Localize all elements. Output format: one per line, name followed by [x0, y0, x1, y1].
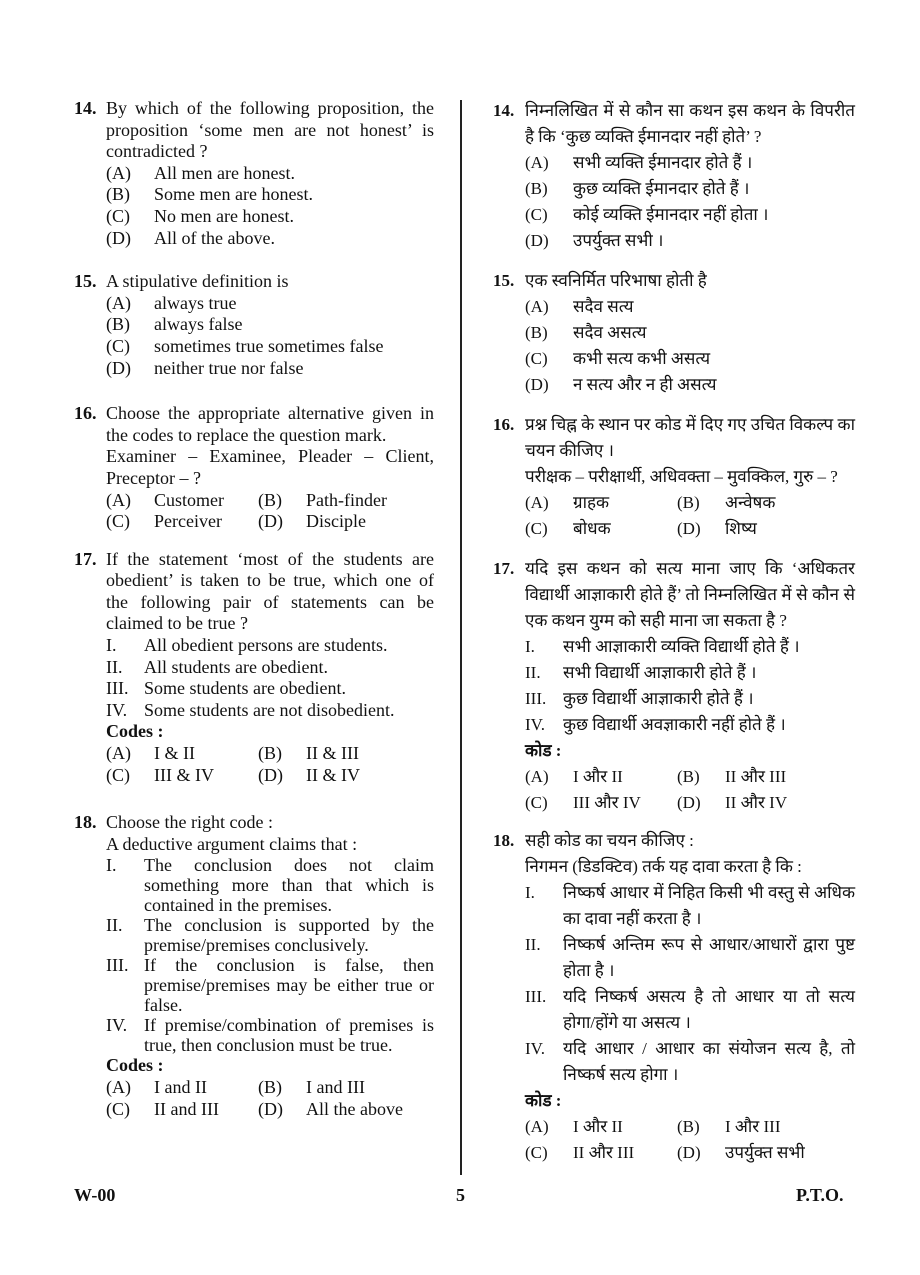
statement-label: II.	[106, 915, 123, 936]
question-lead: A deductive argument claims that :	[106, 833, 358, 854]
hindi-column	[493, 98, 855, 1184]
option-label: (C)	[106, 335, 130, 356]
column-divider	[460, 100, 462, 1175]
option-label: (D)	[677, 793, 701, 812]
question-number: 14.	[493, 101, 515, 120]
statement	[525, 1036, 855, 1088]
option-text: न सत्य और न ही असत्य	[573, 375, 717, 394]
question-number: 15.	[493, 271, 515, 290]
option	[525, 372, 855, 398]
option	[258, 1077, 434, 1099]
question-analogy: परीक्षक – परीक्षार्थी, अधिवक्ता – मुवक्किल, गुरु – ?	[525, 467, 838, 486]
option-text: sometimes true sometimes false	[154, 335, 384, 356]
option-label: (A)	[106, 292, 131, 313]
option-label: (C)	[525, 349, 548, 368]
option-label: (B)	[677, 1117, 700, 1136]
option	[677, 1114, 855, 1140]
option-text: neither true nor false	[154, 357, 304, 378]
question-16-hi	[493, 412, 855, 542]
statement-label: III.	[525, 689, 547, 708]
option-text: I and III	[306, 1077, 365, 1097]
option	[525, 202, 855, 228]
question-stem: यदि इस कथन को सत्य माना जाए कि ‘अधिकतर विद्यार्थी आज्ञाकारी होते हैं’ तो निम्नलिखित में से कौन से एक कथन युग्म को सही माना जा सकता है ?	[525, 559, 855, 630]
option-text: I और II	[573, 1117, 623, 1136]
statement-label: I.	[525, 883, 535, 902]
page-number: 5	[456, 1185, 465, 1205]
option	[106, 490, 258, 512]
option-text: II and III	[154, 1098, 219, 1119]
options-grid	[525, 764, 855, 816]
option	[106, 743, 258, 765]
statement-label: I.	[525, 637, 535, 656]
option	[106, 228, 434, 250]
question-number: 18.	[493, 831, 515, 850]
option-text: ग्राहक	[573, 493, 610, 512]
statement-label: II.	[525, 935, 541, 954]
option-text: Some men are honest.	[154, 184, 313, 205]
statement-label: IV.	[106, 699, 128, 720]
statement	[525, 932, 855, 984]
question-18-en	[74, 812, 434, 1120]
statement-label: III.	[106, 955, 129, 976]
question-stem: सही कोड का चयन कीजिए :	[525, 831, 694, 850]
question-stem: If the statement ‘most of the students are obedient’ is taken to be true, which one of the following pair of statements can be claimed to be true ?	[106, 548, 434, 634]
option	[258, 1099, 434, 1121]
option	[258, 743, 434, 765]
question-number: 14.	[74, 98, 97, 118]
option	[525, 764, 677, 790]
question-number: 16.	[493, 415, 515, 434]
statement	[106, 955, 434, 1015]
pto-label: P.T.O.	[796, 1185, 844, 1205]
option-label: (D)	[677, 1143, 701, 1162]
option-text: II और III	[725, 767, 787, 786]
option-label: (B)	[677, 493, 700, 512]
option	[525, 1140, 677, 1166]
paper-code: W-00	[74, 1185, 116, 1205]
statement-label: II.	[525, 663, 541, 682]
option-text: II & IV	[306, 764, 360, 785]
option-text: Perceiver	[154, 511, 222, 532]
statement-text: निष्कर्ष आधार में निहित किसी भी वस्तु से अधिक का दावा नहीं करता है ।	[563, 883, 855, 928]
option-label: (C)	[525, 205, 548, 224]
option-label: (D)	[525, 231, 549, 250]
option-label: (D)	[106, 357, 131, 378]
option-text: always false	[154, 314, 243, 335]
option-text: All of the above.	[154, 227, 275, 248]
option-text: All the above	[306, 1098, 403, 1119]
option-label: (A)	[106, 162, 131, 183]
option	[106, 336, 434, 358]
option-text: Disciple	[306, 511, 366, 532]
statement-label: I.	[106, 635, 117, 656]
statement	[525, 686, 855, 712]
statement-text: Some students are obedient.	[144, 678, 346, 699]
option	[106, 765, 258, 787]
option-label: (D)	[525, 375, 549, 394]
option	[677, 490, 855, 516]
statement	[525, 660, 855, 686]
option-text: III और IV	[573, 793, 641, 812]
question-15-en	[74, 271, 434, 379]
options-grid	[106, 1077, 434, 1120]
option-label: (A)	[525, 297, 549, 316]
statement	[106, 678, 434, 700]
option-label: (A)	[106, 489, 131, 510]
option-text: शिष्य	[725, 519, 757, 538]
option-text: I और III	[725, 1117, 781, 1136]
statement-label: III.	[106, 678, 129, 699]
option-text: II और IV	[725, 793, 788, 812]
statement	[525, 984, 855, 1036]
option	[106, 184, 434, 206]
option-label: (C)	[106, 1098, 130, 1119]
option-label: (D)	[258, 764, 283, 785]
option	[258, 490, 434, 512]
option	[525, 346, 855, 372]
option	[258, 511, 434, 533]
option-text: कुछ व्यक्ति ईमानदार होते हैं ।	[573, 179, 750, 198]
option-text: सदैव सत्य	[573, 297, 634, 316]
option-text: अन्वेषक	[725, 493, 776, 512]
option-text: कभी सत्य कभी असत्य	[573, 349, 711, 368]
option	[106, 206, 434, 228]
statement-text: निष्कर्ष अन्तिम रूप से आधार/आधारों द्वारा पुष्ट होता है ।	[563, 935, 855, 980]
option-label: (B)	[258, 1077, 282, 1097]
option-text: Customer	[154, 489, 224, 510]
statement-label: IV.	[525, 715, 545, 734]
statement-text: सभी आज्ञाकारी व्यक्ति विद्यार्थी होते हैं ।	[563, 637, 800, 656]
option-label: (D)	[677, 519, 701, 538]
codes-heading: कोड :	[525, 1091, 562, 1110]
option-label: (A)	[525, 493, 549, 512]
statement-text: सभी विद्यार्थी आज्ञाकारी होते हैं ।	[563, 663, 757, 682]
option	[525, 790, 677, 816]
option	[525, 294, 855, 320]
option-text: II & III	[306, 743, 359, 764]
question-stem: A stipulative definition is	[106, 271, 289, 292]
option-label: (A)	[525, 1117, 549, 1136]
question-stem: निम्नलिखित में से कौन सा कथन इस कथन के विपरीत है कि ‘कुछ व्यक्ति ईमानदार नहीं होते’ ?	[525, 101, 855, 146]
option-text: I और II	[573, 767, 623, 786]
option	[677, 790, 855, 816]
question-number: 18.	[74, 812, 97, 833]
statement-text: If premise/combination of premises is true, then conclusion must be true.	[144, 1015, 434, 1056]
options-grid	[106, 743, 434, 786]
question-15-hi	[493, 268, 855, 398]
option-label: (A)	[106, 1077, 131, 1097]
statement-label: II.	[106, 656, 123, 677]
option	[525, 176, 855, 202]
option-label: (A)	[525, 153, 549, 172]
option	[525, 516, 677, 542]
option	[106, 163, 434, 185]
option-text: सदैव असत्य	[573, 323, 647, 342]
option	[106, 314, 434, 336]
option-label: (B)	[106, 184, 130, 205]
option-text: I & II	[154, 743, 195, 764]
option-label: (B)	[258, 489, 282, 510]
question-17-hi	[493, 556, 855, 816]
statement-text: यदि निष्कर्ष असत्य है तो आधार या तो सत्य होगा/होंगे या असत्य ।	[563, 987, 855, 1032]
options-grid	[106, 490, 434, 533]
question-number: 17.	[74, 548, 97, 569]
statement	[525, 880, 855, 932]
statement-text: All students are obedient.	[144, 656, 328, 677]
question-number: 15.	[74, 271, 97, 292]
option-label: (D)	[258, 511, 283, 532]
option-label: (B)	[525, 179, 548, 198]
question-stem: Choose the right code :	[106, 812, 273, 833]
question-analogy: Examiner – Examinee, Pleader – Client, Preceptor – ?	[106, 446, 434, 488]
option-text: I and II	[154, 1077, 207, 1097]
question-stem: By which of the following proposition, the proposition ‘some men are not honest’ is contradicted ?	[106, 98, 434, 162]
options-grid	[525, 490, 855, 542]
option-text: III & IV	[154, 764, 214, 785]
statement	[106, 657, 434, 679]
question-14-hi	[493, 98, 855, 254]
statement-text: The conclusion does not claim something more than that which is contained in the premises.	[144, 855, 434, 916]
statement-text: कुछ विद्यार्थी आज्ञाकारी होते हैं ।	[563, 689, 754, 708]
statement	[106, 1015, 434, 1055]
options-grid	[525, 1114, 855, 1166]
option-label: (C)	[106, 205, 130, 226]
option-label: (B)	[106, 314, 130, 335]
option-text: बोधक	[573, 519, 611, 538]
statement	[106, 635, 434, 657]
option-label: (B)	[258, 743, 282, 764]
question-16-en	[74, 403, 434, 533]
question-lead: निगमन (डिडक्टिव) तर्क यह दावा करता है कि :	[525, 857, 802, 876]
option	[258, 765, 434, 787]
statement-label: I.	[106, 855, 117, 876]
statement	[106, 915, 434, 955]
codes-heading: Codes :	[106, 721, 164, 742]
option	[106, 1077, 258, 1099]
option	[677, 516, 855, 542]
option-text: All men are honest.	[154, 162, 295, 183]
option	[106, 511, 258, 533]
statement-text: कुछ विद्यार्थी अवज्ञाकारी नहीं होते हैं ।	[563, 715, 786, 734]
option-label: (C)	[525, 793, 548, 812]
option-label: (A)	[525, 767, 549, 786]
option-text: always true	[154, 292, 237, 313]
statement-text: If the conclusion is false, then premise/premises may be either true or false.	[144, 955, 434, 1016]
option	[525, 320, 855, 346]
statement-label: III.	[525, 987, 547, 1006]
option-text: उपर्युक्त सभी	[725, 1143, 805, 1162]
option	[525, 228, 855, 254]
question-stem: एक स्वनिर्मित परिभाषा होती है	[525, 271, 707, 290]
option-label: (C)	[525, 1143, 548, 1162]
option	[677, 764, 855, 790]
question-number: 17.	[493, 559, 515, 578]
option-label: (B)	[677, 767, 700, 786]
english-column	[74, 98, 434, 1138]
statement-label: IV.	[106, 1015, 128, 1036]
option-label: (A)	[106, 743, 131, 764]
option-text: उपर्युक्त सभी ।	[573, 231, 664, 250]
statement	[106, 700, 434, 722]
option-text: No men are honest.	[154, 205, 294, 226]
codes-heading: कोड :	[525, 741, 562, 760]
statement-text: The conclusion is supported by the premise/premises conclusively.	[144, 915, 434, 956]
statement-label: IV.	[525, 1039, 545, 1058]
option	[106, 293, 434, 315]
option	[525, 1114, 677, 1140]
statement	[525, 634, 855, 660]
statement-text: Some students are not disobedient.	[144, 699, 395, 720]
question-18-hi	[493, 828, 855, 1166]
option-label: (C)	[525, 519, 548, 538]
option	[677, 1140, 855, 1166]
question-17-en	[74, 549, 434, 787]
statement	[525, 712, 855, 738]
question-stem: Choose the appropriate alternative given in the codes to replace the question mark.	[106, 403, 434, 445]
statement-text: All obedient persons are students.	[144, 635, 388, 656]
option	[525, 150, 855, 176]
option-text: Path-finder	[306, 489, 387, 510]
statement-text: यदि आधार / आधार का संयोजन सत्य है, तो निष्कर्ष सत्य होगा ।	[563, 1039, 855, 1084]
statement	[106, 855, 434, 915]
question-14-en	[74, 98, 434, 249]
option	[106, 1099, 258, 1121]
question-number: 16.	[74, 403, 97, 424]
option-label: (D)	[258, 1098, 283, 1119]
option	[525, 490, 677, 516]
codes-heading: Codes :	[106, 1055, 164, 1076]
option-text: II और III	[573, 1143, 635, 1162]
question-stem: प्रश्न चिह्न के स्थान पर कोड में दिए गए उचित विकल्प का चयन कीजिए ।	[525, 415, 855, 460]
option-text: सभी व्यक्ति ईमानदार होते हैं ।	[573, 153, 753, 172]
option-label: (D)	[106, 227, 131, 248]
option-label: (B)	[525, 323, 548, 342]
option-label: (C)	[106, 764, 130, 785]
option-text: कोई व्यक्ति ईमानदार नहीं होता ।	[573, 205, 769, 224]
option-label: (C)	[106, 511, 130, 532]
option	[106, 358, 434, 380]
